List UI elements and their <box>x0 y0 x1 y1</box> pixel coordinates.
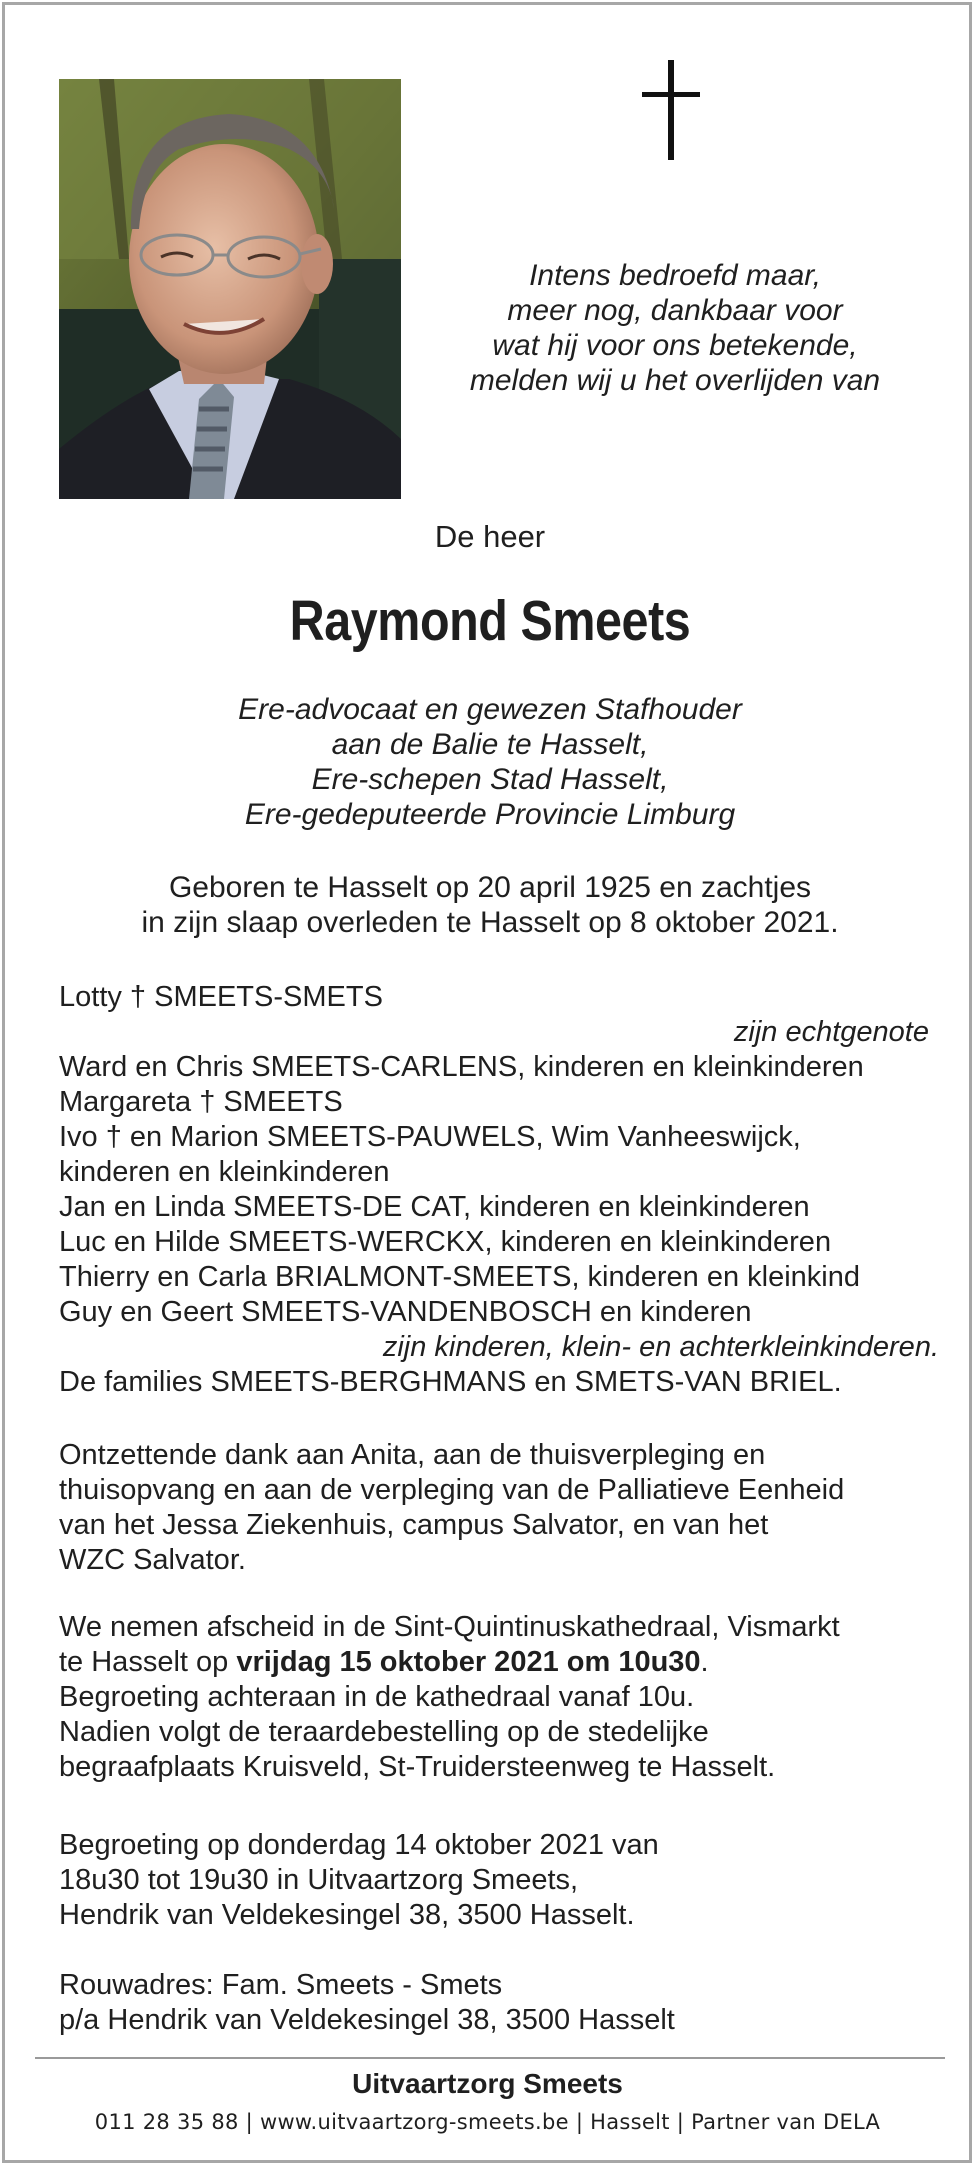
spouse: Lotty † SMEETS-SMETS <box>59 981 383 1013</box>
relatives-list <box>59 980 939 1400</box>
list-item: Jan en Linda SMEETS-DE CAT, kinderen en kleinkinderen <box>59 1191 810 1223</box>
visitation-text: Begroeting op donderdag 14 oktober 2021 van 18u30 tot 19u30 in Uitvaartzorg Smeets, Hendrik van Veldekesingel 38, 3500 Hasselt. <box>59 1829 659 1931</box>
list-item: Guy en Geert SMEETS-VANDENBOSCH en kinderen <box>59 1296 752 1328</box>
farewell-text: We nemen afscheid in de Sint-Quintinuskathedraal, Vismarkt te Hasselt op vrijdag 15 oktober 2021 om 10u30. Begroeting achteraan in de kathedraal vanaf 10u. Nadien volgt de teraardebestelling op de stedelijke begraafplaats Kruisveld, St-Truidersteenweg te Hasselt. <box>59 1611 840 1783</box>
honorary-titles: Ere-advocaat en gewezen Stafhouder aan de Balie te Hasselt, Ere-schepen Stad Hasselt, Ere-gedeputeerde Provincie Limburg <box>238 693 742 831</box>
portrait-photo <box>59 79 401 499</box>
cross-icon <box>642 60 702 160</box>
children-role: zijn kinderen, klein- en achterkleinkinderen. <box>382 1331 939 1363</box>
salutation: De heer <box>434 519 546 554</box>
mourning-address: Rouwadres: Fam. Smeets - Smets p/a Hendrik van Veldekesingel 38, 3500 Hasselt <box>59 1969 675 2036</box>
intro-text: Intens bedroefd maar, meer nog, dankbaar voor wat hij voor ons betekende, melden wij u het overlijden van <box>469 259 881 397</box>
deceased-name: Raymond Smeets <box>289 589 691 653</box>
list-item: Margareta † SMEETS <box>59 1086 343 1118</box>
funeral-home-contact: 011 28 35 88 | www.uitvaartzorg-smeets.be | Hasselt | Partner van DELA <box>94 2110 881 2134</box>
thanks-text: Ontzettende dank aan Anita, aan de thuisverpleging en thuisopvang en aan de verpleging van de Palliatieve Eenheid van het Jessa Ziekenhuis, campus Salvator, en van het WZC Salvator. <box>59 1439 845 1576</box>
list-item: Ivo † en Marion SMEETS-PAUWELS, Wim Vanheeswijck, <box>59 1121 801 1153</box>
list-item: kinderen en kleinkinderen <box>59 1156 390 1188</box>
funeral-home-name: Uitvaartzorg Smeets <box>352 2068 623 2099</box>
families: De families SMEETS-BERGHMANS en SMETS-VAN BRIEL. <box>59 1366 842 1398</box>
list-item: Thierry en Carla BRIALMONT-SMEETS, kinderen en kleinkind <box>59 1261 861 1293</box>
spouse-role: zijn echtgenote <box>733 1016 929 1048</box>
list-item: Luc en Hilde SMEETS-WERCKX, kinderen en kleinkinderen <box>59 1226 832 1258</box>
ceremony-datetime: vrijdag 15 oktober 2021 om 10u30 <box>236 1646 701 1678</box>
footer-divider <box>35 2057 945 2059</box>
list-item: Ward en Chris SMEETS-CARLENS, kinderen en kleinkinderen <box>59 1051 864 1083</box>
birth-death-info: Geboren te Hasselt op 20 april 1925 en zachtjes in zijn slaap overleden te Hasselt op 8 oktober 2021. <box>141 871 839 939</box>
